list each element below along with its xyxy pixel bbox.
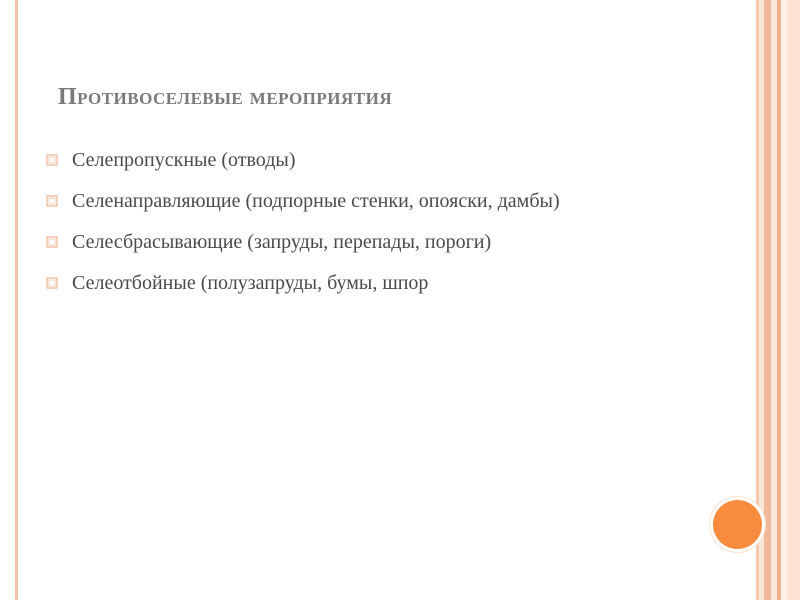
bullet-item <box>46 187 686 216</box>
left-decorative-rule <box>15 0 18 600</box>
box-bullet-icon <box>46 154 58 166</box>
bullet-text: Селепропускные (отводы) <box>72 149 296 171</box>
bullet-item <box>46 228 686 257</box>
bullet-text: Селесбрасывающие (запруды, перепады, пороги) <box>72 231 492 253</box>
right-decorative-band <box>756 0 800 600</box>
orange-circle-icon <box>713 500 762 549</box>
bullet-text: Селенаправляющие (подпорные стенки, опояски, дамбы) <box>72 190 560 212</box>
decor-stripe <box>787 0 800 600</box>
bullet-text: Селеотбойные (полузапруды, бумы, шпор <box>72 272 429 294</box>
bullet-item <box>46 269 686 298</box>
bullet-item <box>46 146 686 175</box>
decor-stripe <box>764 0 771 600</box>
box-bullet-icon <box>46 195 58 207</box>
box-bullet-icon <box>46 277 58 289</box>
slide-title: Противоселевые мероприятия <box>58 84 393 110</box>
bullet-list <box>46 146 686 310</box>
box-bullet-icon <box>46 236 58 248</box>
